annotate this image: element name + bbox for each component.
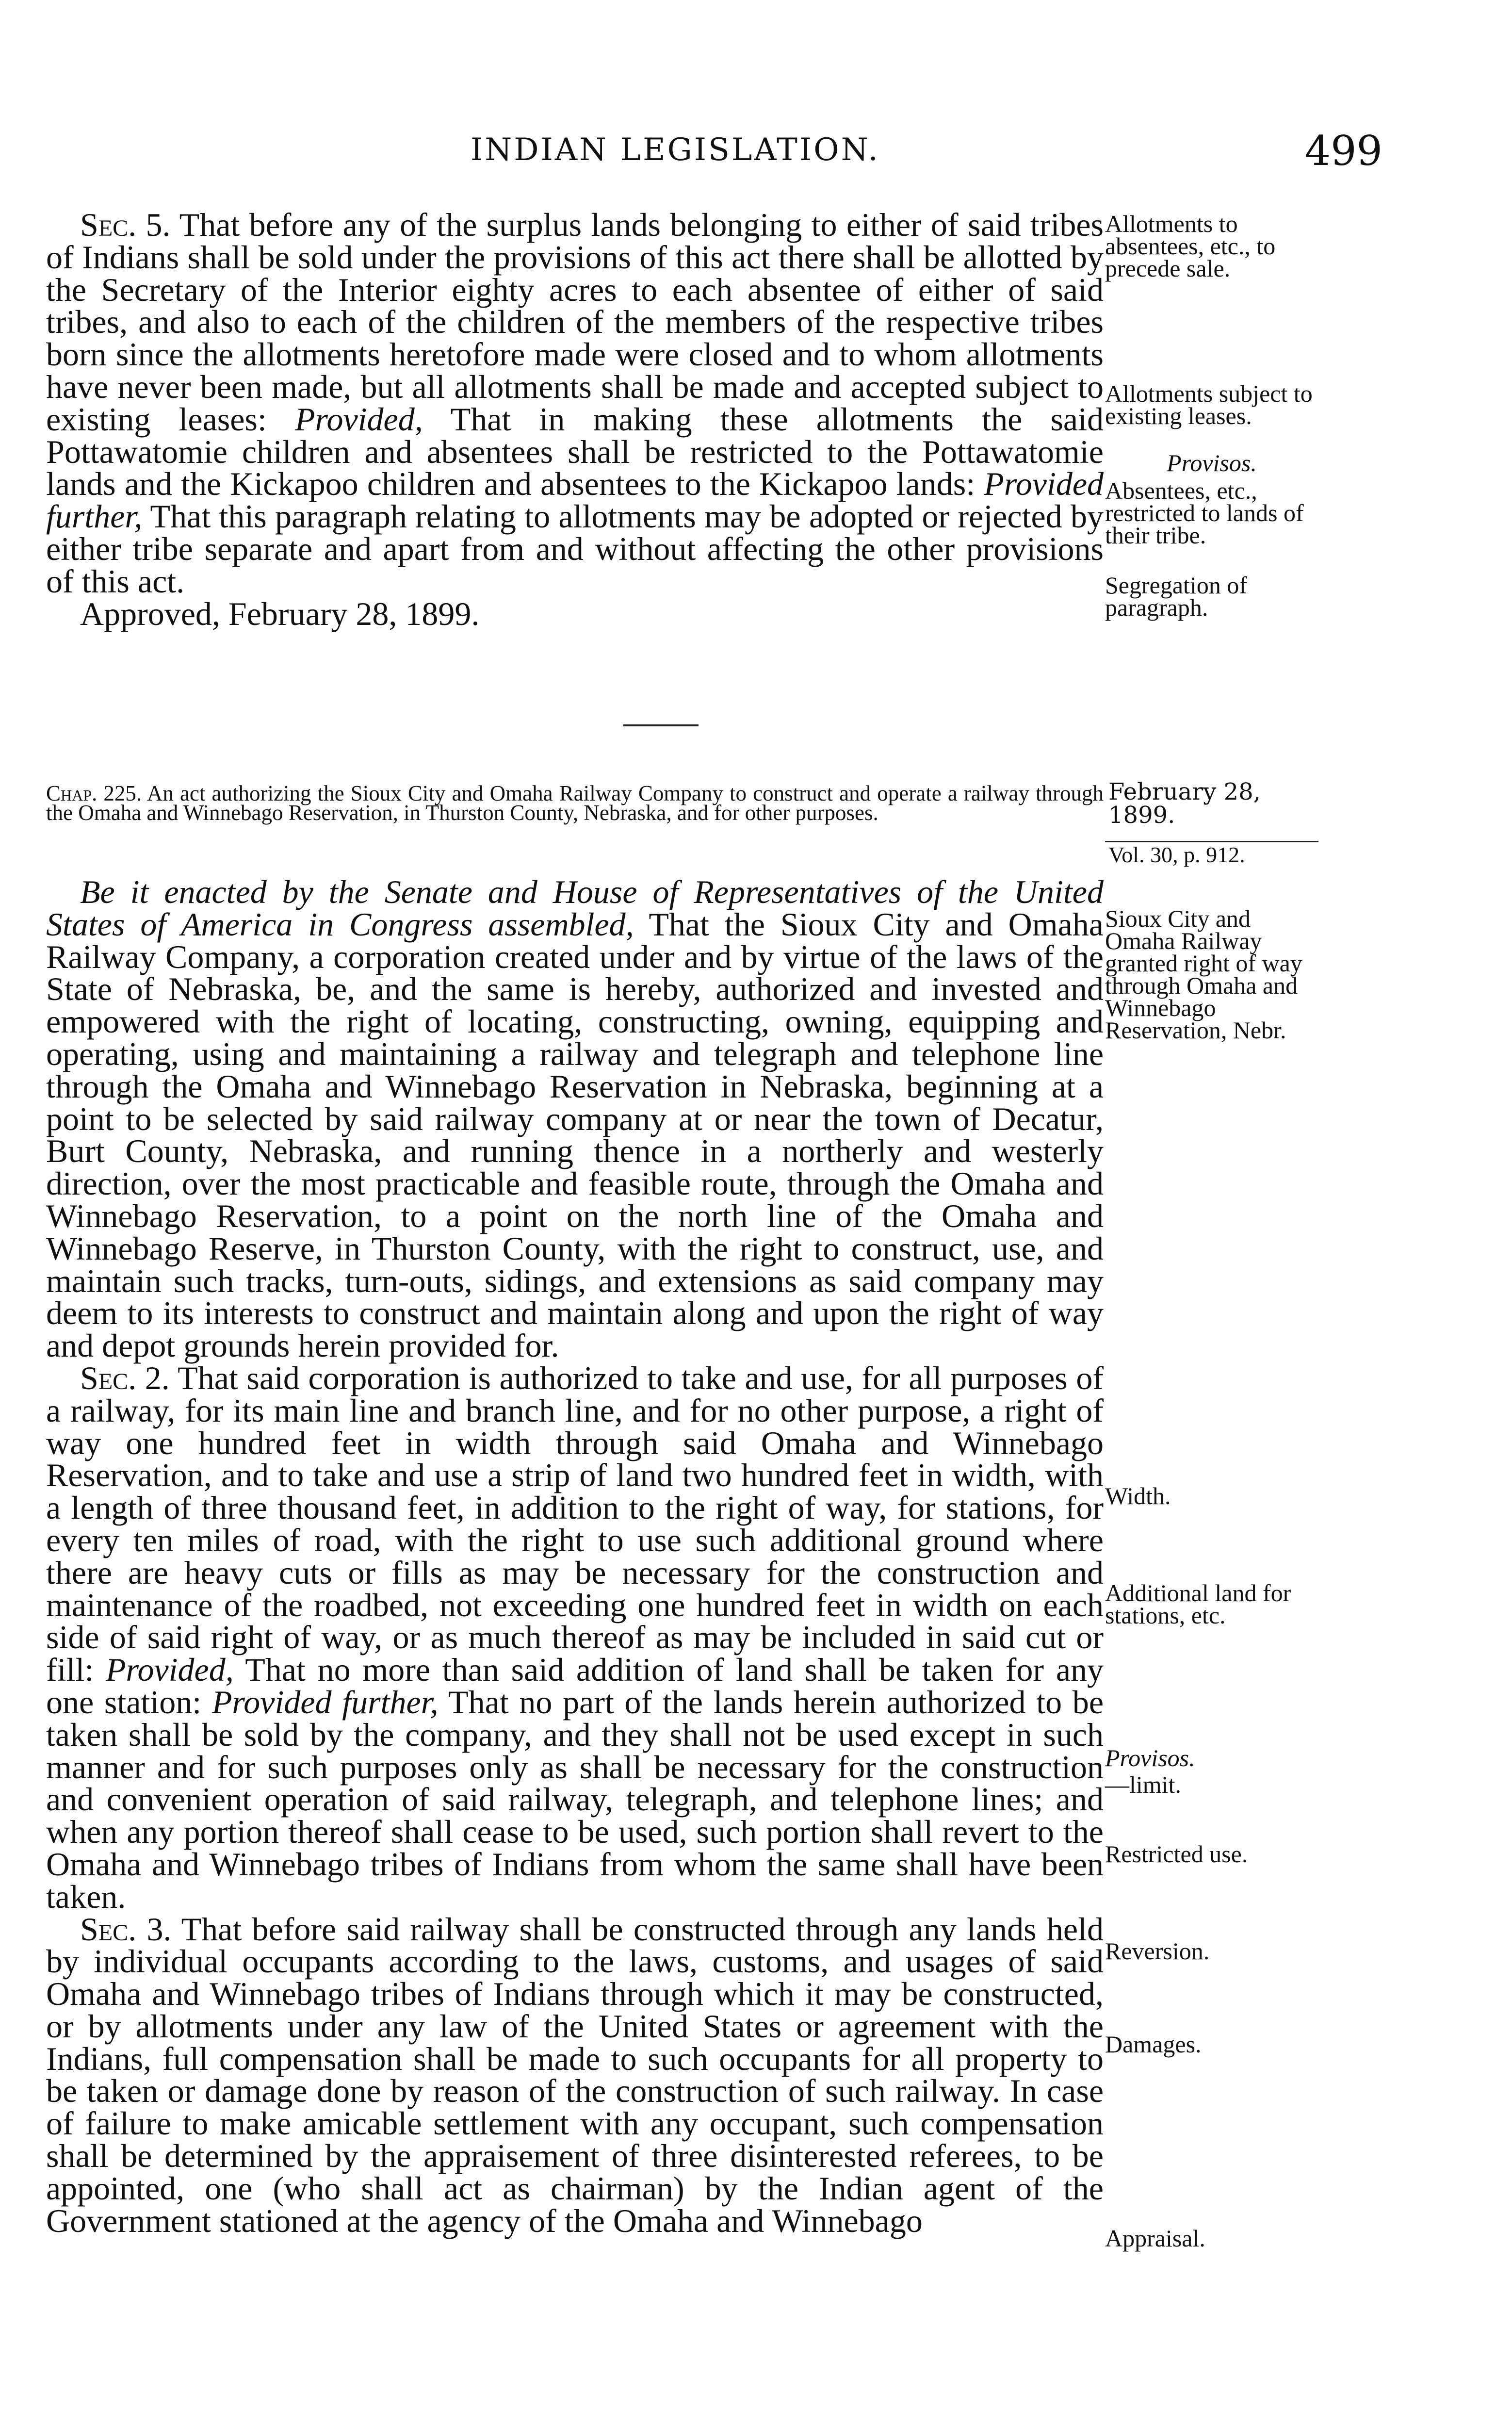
chapter-heading xyxy=(46,781,1104,825)
section-3-paragraph xyxy=(46,1910,1104,2239)
section-2-label: Sec. 2. xyxy=(80,1359,170,1396)
railway-act-body xyxy=(46,873,1104,2239)
section-5-text-2: That in making these allotments the said Pottawatomie children and absentees shall be restricted to the Pottawatomie lands and the Kickapoo children and absentees to the Kickapoo lands: xyxy=(46,400,1104,503)
chapter-label: Chap. 225. xyxy=(46,781,142,805)
chapter-date: February 28, 1899. xyxy=(1108,778,1261,829)
section-5 xyxy=(46,206,1104,632)
enacting-text: That the Sioux City and Omaha Railway Company, a corporation created under and by virtue of the laws of the State of Nebraska, be, and the same is hereby, authorized and invested and empowered with the right of locating, constructing, owning, equipping and operating, using and maintaining a railway and telegraph and telephone line through the Omaha and Winnebago Reservation in Nebraska, beginning at a point to be selected by said railway company at or near the town of Decatur, Burt County, Nebraska, and running thence in a northerly and westerly direction, over the most practicable and feasible route, through the Omaha and Winnebago Reservation, to a point on the north line of the Omaha and Winnebago Reserve, in Thurston County, with the right to construct, use, and maintain such tracks, turn-outs, sidings, and extensions as said company may deem to its interests to construct and maintain along and upon the right of way and depot grounds herein provided for. xyxy=(46,905,1104,1364)
section-5-label: Sec. 5. xyxy=(80,206,171,243)
page-number: 499 xyxy=(1304,127,1382,175)
approval-line: Approved, February 28, 1899. xyxy=(80,595,480,632)
margin-note-segregation: Segregation of paragraph. xyxy=(1105,572,1247,621)
section-2-proviso-further: Provided further, xyxy=(211,1683,439,1721)
running-header xyxy=(44,127,1382,180)
margin-note-appraisal: Appraisal. xyxy=(1105,2225,1205,2252)
margin-note-damages: Damages. xyxy=(1105,2031,1202,2058)
section-2-text: That said corporation is authorized to take and use, for all purposes of a railway, for its main line and branch line, and for no other purpose, a right of way one hundred feet in width through said Omaha and Winnebago Reservation, and to take and use a strip of land two hundred feet in width, with a length of three thousand feet, in addition to the right of way, for stations, for every ten miles of road, with the right to use such additional ground where there are heavy cuts or fills as may be necessary for the construction and maintenance of the roadbed, not exceeding one hundred feet in width on each side of said right of way, or as much thereof as may be included in said cut or fill: xyxy=(46,1359,1104,1688)
section-2-paragraph xyxy=(46,1359,1104,1915)
section-3-text: That before said railway shall be constructed through any lands held by individual occupants according to the laws, customs, and usages of said Omaha and Winnebago tribes of Indians through which it may be constructed, or by allotments under any law of the United States or agreement with the Indians, full compensation shall be made to such occupants for all property to be taken or damage done by reason of the construction of such railway. In case of failure to make amicable settlement with any occupant, such compensation shall be determined by the appraisement of three disinterested referees, to be appointed, one (who shall act as chairman) by the Indian agent of the Government stationed at the agency of the Omaha and Winnebago xyxy=(46,1910,1104,2239)
enacting-clause: Be it enacted by the Senate and House of Representatives of the United States of America in Congress assembled, xyxy=(46,873,1104,943)
section-separator-rule xyxy=(623,724,699,726)
vol-reference: Vol. 30, p. 912. xyxy=(1108,842,1245,867)
margin-note-provisos-2: Provisos. xyxy=(1105,1744,1195,1771)
section-2-proviso: Provided, xyxy=(105,1651,234,1688)
section-5-proviso: Provided, xyxy=(294,400,423,438)
section-5-proviso-further: Provided further, xyxy=(46,465,1104,535)
margin-note-absentees-restricted: Absentees, etc., restricted to lands of their tribe. xyxy=(1105,477,1304,549)
margin-note-width: Width. xyxy=(1105,1482,1171,1509)
margin-note-limit: —limit. xyxy=(1105,1771,1181,1798)
margin-note-provisos: Provisos. xyxy=(1167,449,1257,476)
margin-note-allotments-leases: Allotments subject to existing leases. xyxy=(1105,380,1313,429)
section-5-text: That before any of the surplus lands belonging to either of said tribes of Indians shall be sold under the provisions of this act there shall be allotted by the Secretary of the Interior eighty acres to each absentee of either of said tribes, and also to each of the children of the members of the respective tribes born since the allotments heretofore made were closed and to whom allotments have never been made, but all allotments shall be made and accepted subject to existing leases: xyxy=(46,206,1104,438)
running-title: INDIAN LEGISLATION. xyxy=(471,132,880,168)
chapter-title: An act authorizing the Sioux City and Omaha Railway Company to construct and operate a railway through the Omaha and Winnebago Reservation, in Thurston County, Nebraska, and for other purposes. xyxy=(46,781,1104,825)
margin-note-additional-land: Additional land for stations, etc. xyxy=(1105,1579,1291,1629)
margin-note-allotments-absentees: Allotments to absentees, etc., to precede sale. xyxy=(1105,210,1276,282)
section-5-paragraph xyxy=(46,206,1104,600)
section-3-label: Sec. 3. xyxy=(80,1910,172,1948)
margin-note-reversion: Reversion. xyxy=(1105,1937,1210,1965)
enacting-paragraph xyxy=(46,873,1104,1364)
margin-note-restricted-use: Restricted use. xyxy=(1105,1840,1248,1868)
section-2-text-2: That no more than said addition of land shall be taken for any one station: xyxy=(46,1651,1104,1721)
section-2-text-3: That no part of the lands herein authorized to be taken shall be sold by the company, and they shall not be used except in such manner and for such purposes only as shall be necessary for the construction and convenient operation of said railway, telegraph, and telephone lines; and when any portion thereof shall cease to be used, such portion shall revert to the Omaha and Winnebago tribes of Indians from whom the same shall have been taken. xyxy=(46,1683,1104,1915)
section-5-text-3: That this paragraph relating to allotments may be adopted or rejected by either tribe separate and apart from and without affecting the other provisions of this act. xyxy=(46,498,1104,600)
margin-note-railway-grant: Sioux City and Omaha Railway granted right of way through Omaha and Winnebago Reservation, Nebr. xyxy=(1105,905,1302,1044)
